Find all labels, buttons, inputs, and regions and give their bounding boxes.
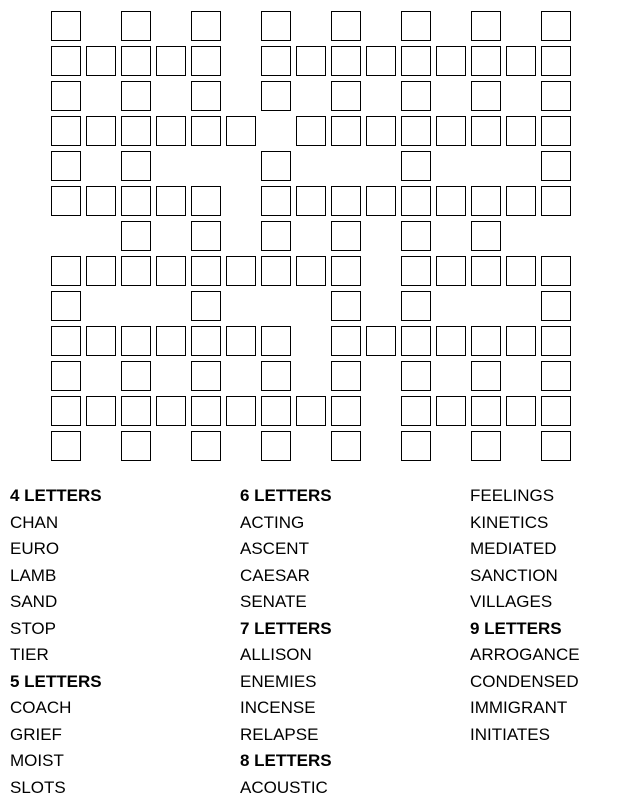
grid-cell[interactable] (261, 361, 291, 391)
grid-cell[interactable] (121, 151, 151, 181)
word-item: SAND (10, 592, 58, 611)
grid-cell[interactable] (226, 326, 256, 356)
grid-cell[interactable] (51, 116, 81, 146)
grid-cell[interactable] (331, 326, 361, 356)
grid-cell[interactable] (401, 151, 431, 181)
grid-cell[interactable] (121, 326, 151, 356)
grid-cell[interactable] (261, 151, 291, 181)
grid-cell[interactable] (471, 396, 501, 426)
word-item: INCENSE (240, 698, 316, 717)
word-item: FEELINGS (470, 486, 555, 505)
grid-cell[interactable] (436, 326, 466, 356)
grid-cell[interactable] (331, 221, 361, 251)
grid-cell[interactable] (191, 431, 221, 461)
word-item: VILLAGES (470, 592, 553, 611)
grid-cell[interactable] (86, 326, 116, 356)
grid-cell[interactable] (191, 326, 221, 356)
grid-cell[interactable] (156, 186, 186, 216)
word-item: GRIEF (10, 724, 62, 744)
grid-cell[interactable] (401, 431, 431, 461)
grid-cell[interactable] (296, 186, 326, 216)
grid-cell[interactable] (541, 256, 571, 286)
length-header: 8 LETTERS (240, 751, 332, 770)
grid-cell[interactable] (121, 221, 151, 251)
word-item: ASCENT (240, 539, 309, 558)
grid-cell[interactable] (86, 396, 116, 426)
grid-cell[interactable] (541, 291, 571, 321)
grid-cell[interactable] (51, 396, 81, 426)
word-list-column-2 (240, 483, 440, 801)
grid-cell[interactable] (436, 186, 466, 216)
grid-cell[interactable] (331, 81, 361, 111)
grid-cell[interactable] (156, 326, 186, 356)
grid-cell[interactable] (471, 361, 501, 391)
grid-cell[interactable] (471, 81, 501, 111)
word-item: IMMIGRANT (470, 698, 568, 717)
grid-cell[interactable] (226, 396, 256, 426)
grid-cell[interactable] (331, 11, 361, 41)
grid-cell[interactable] (331, 186, 361, 216)
word-item: MEDIATED (470, 539, 557, 558)
grid-cell[interactable] (191, 256, 221, 286)
grid-cell[interactable] (401, 291, 431, 321)
grid-cell[interactable] (331, 46, 361, 76)
word-item: ALLISON (240, 645, 312, 664)
grid-cell[interactable] (86, 256, 116, 286)
length-header: 7 LETTERS (240, 618, 332, 638)
grid-cell[interactable] (506, 256, 536, 286)
grid-cell[interactable] (401, 81, 431, 111)
grid-cell[interactable] (541, 151, 571, 181)
grid-cell[interactable] (51, 11, 81, 41)
grid-cell[interactable] (541, 396, 571, 426)
grid-cell[interactable] (191, 11, 221, 41)
grid-cell[interactable] (471, 46, 501, 76)
grid-cell[interactable] (471, 11, 501, 41)
grid-cell[interactable] (366, 46, 396, 76)
grid-cell[interactable] (401, 46, 431, 76)
grid-cell[interactable] (331, 291, 361, 321)
grid-cell[interactable] (86, 186, 116, 216)
grid-cell[interactable] (261, 11, 291, 41)
grid-cell[interactable] (436, 396, 466, 426)
grid-cell[interactable] (541, 46, 571, 76)
grid-cell[interactable] (506, 116, 536, 146)
grid-cell[interactable] (121, 256, 151, 286)
length-header: 6 LETTERS (240, 486, 332, 505)
grid-cell[interactable] (51, 326, 81, 356)
grid-cell[interactable] (191, 291, 221, 321)
grid-cell[interactable] (121, 186, 151, 216)
grid-cell[interactable] (401, 361, 431, 391)
grid-cell[interactable] (296, 116, 326, 146)
grid-cell[interactable] (226, 256, 256, 286)
word-item: SANCTION (470, 565, 558, 585)
word-item: CONDENSED (470, 671, 579, 691)
grid-cell[interactable] (541, 116, 571, 146)
word-item: SLOTS (10, 777, 66, 797)
grid-cell[interactable] (366, 186, 396, 216)
length-header: 4 LETTERS (10, 486, 102, 505)
grid-cell[interactable] (156, 256, 186, 286)
grid-cell[interactable] (541, 81, 571, 111)
grid-cell[interactable] (471, 326, 501, 356)
word-item: ENEMIES (240, 671, 317, 691)
grid-cell[interactable] (156, 116, 186, 146)
length-header: 5 LETTERS (10, 671, 102, 691)
grid-cell[interactable] (296, 46, 326, 76)
grid-cell[interactable] (541, 361, 571, 391)
grid-cell[interactable] (471, 256, 501, 286)
grid-cell[interactable] (51, 46, 81, 76)
grid-cell[interactable] (366, 116, 396, 146)
word-item: MOIST (10, 751, 64, 770)
grid-cell[interactable] (436, 256, 466, 286)
grid-cell[interactable] (226, 116, 256, 146)
grid-cell[interactable] (86, 46, 116, 76)
word-item: CHAN (10, 512, 59, 532)
word-item: EURO (10, 539, 60, 558)
grid-cell[interactable] (401, 116, 431, 146)
grid-cell[interactable] (331, 431, 361, 461)
grid-cell[interactable] (296, 396, 326, 426)
grid-cell[interactable] (541, 431, 571, 461)
word-item: ACOUSTIC (240, 777, 328, 797)
grid-cell[interactable] (471, 116, 501, 146)
grid-cell[interactable] (86, 116, 116, 146)
grid-cell[interactable] (156, 396, 186, 426)
word-item: SENATE (240, 592, 307, 611)
grid-cell[interactable] (401, 256, 431, 286)
grid-cell[interactable] (261, 396, 291, 426)
grid-cell[interactable] (331, 396, 361, 426)
grid-cell[interactable] (541, 186, 571, 216)
grid-cell[interactable] (471, 186, 501, 216)
grid-cell[interactable] (401, 11, 431, 41)
word-item: STOP (10, 618, 56, 638)
grid-cell[interactable] (191, 221, 221, 251)
grid-cell[interactable] (51, 431, 81, 461)
grid-cell[interactable] (121, 396, 151, 426)
grid-cell[interactable] (121, 81, 151, 111)
grid-cell[interactable] (401, 186, 431, 216)
grid-cell[interactable] (191, 46, 221, 76)
grid-cell[interactable] (261, 221, 291, 251)
word-list-column-3 (470, 483, 622, 748)
grid-cell[interactable] (471, 431, 501, 461)
grid-cell[interactable] (471, 221, 501, 251)
grid-cell[interactable] (296, 256, 326, 286)
grid-cell[interactable] (506, 186, 536, 216)
grid-cell[interactable] (51, 291, 81, 321)
word-list-column-1 (10, 483, 210, 801)
grid-cell[interactable] (51, 361, 81, 391)
grid-cell[interactable] (401, 221, 431, 251)
word-item: ARROGANCE (470, 645, 580, 664)
grid-cell[interactable] (436, 116, 466, 146)
grid-cell[interactable] (401, 396, 431, 426)
grid-cell[interactable] (121, 116, 151, 146)
grid-cell[interactable] (261, 256, 291, 286)
word-item: LAMB (10, 565, 57, 585)
grid-cell[interactable] (121, 361, 151, 391)
word-item: RELAPSE (240, 724, 319, 744)
grid-cell[interactable] (156, 46, 186, 76)
grid-cell[interactable] (121, 11, 151, 41)
grid-cell[interactable] (401, 326, 431, 356)
grid-cell[interactable] (436, 46, 466, 76)
grid-cell[interactable] (331, 256, 361, 286)
word-item: INITIATES (470, 724, 550, 744)
grid-cell[interactable] (541, 11, 571, 41)
grid-cell[interactable] (51, 256, 81, 286)
word-item: TIER (10, 645, 49, 664)
grid-cell[interactable] (121, 46, 151, 76)
grid-cell[interactable] (261, 186, 291, 216)
grid-cell[interactable] (191, 116, 221, 146)
grid-cell[interactable] (261, 81, 291, 111)
grid-cell[interactable] (191, 396, 221, 426)
word-item: ACTING (240, 512, 305, 532)
grid-cell[interactable] (506, 326, 536, 356)
grid-cell[interactable] (191, 81, 221, 111)
word-item: COACH (10, 698, 72, 717)
grid-cell[interactable] (366, 326, 396, 356)
grid-cell[interactable] (261, 46, 291, 76)
grid-cell[interactable] (331, 116, 361, 146)
length-header: 9 LETTERS (470, 618, 562, 638)
grid-cell[interactable] (506, 46, 536, 76)
grid-cell[interactable] (506, 396, 536, 426)
grid-cell[interactable] (541, 326, 571, 356)
grid-cell[interactable] (261, 431, 291, 461)
grid-cell[interactable] (261, 326, 291, 356)
grid-cell[interactable] (51, 151, 81, 181)
grid-cell[interactable] (191, 186, 221, 216)
grid-cell[interactable] (191, 361, 221, 391)
word-item: CAESAR (240, 565, 310, 585)
grid-cell[interactable] (51, 186, 81, 216)
grid-cell[interactable] (121, 431, 151, 461)
grid-cell[interactable] (331, 361, 361, 391)
grid-cell[interactable] (51, 81, 81, 111)
word-item: KINETICS (470, 512, 549, 532)
